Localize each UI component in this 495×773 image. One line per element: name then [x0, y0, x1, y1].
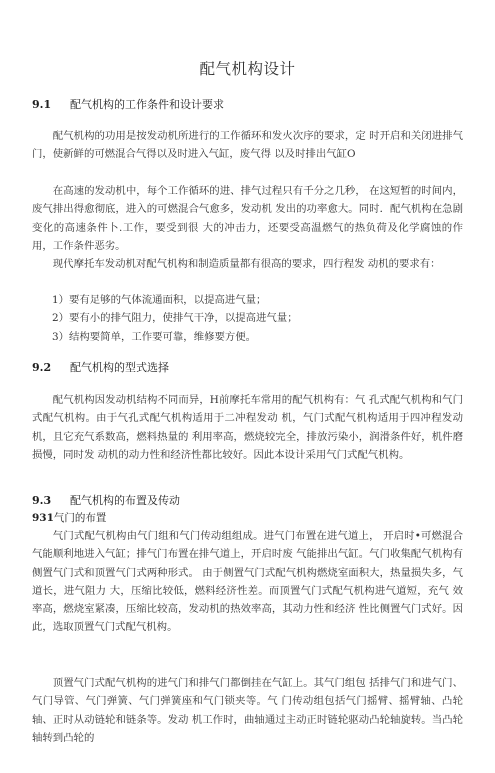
paragraph: 在高速的发动机中，每个工作循环的进、排气过程只有千分之几秒， 在这短暂的时间内，废气排出得愈彻底，进入的可燃混合气愈多，发动机 发出的功率愈大。同时．配气机构在急剧变化的高速条件卜.工作，要受到很 大的冲击力，还要受高温燃气的热负荷及化学腐蚀的作用，工作条件恶劣。: [32, 185, 463, 252]
paragraph: 气门式配气机构由气门组和气门传动组组成。进气门布置在进气道上， 开启时•可燃混合气能顺利地进入气缸；排气门布置在排气道上，开启时废 气能排出气缸。气门收集配气机构有侧置气门式和顶置气门式两种形式。 由于侧置气门式配气机构燃烧室面积大，热量损失多，气道长，进气阻力 大，压缩比较低，燃料经济性差。而顶置气门式配气机构进气道短，充气 效率高，燃烧室紧凑，压缩比较高，发动机的热效率高，其动力性和经济 性比侧置气门式好。因此，选取顶置气门式配气机构。: [32, 530, 463, 634]
section-title: 配气机构的型式选择: [70, 361, 169, 374]
section-number: 9.1: [32, 98, 52, 111]
section-number: 9.3: [32, 494, 52, 507]
subsection-title: 气门的布置: [53, 512, 107, 524]
section-title: 配气机构的布置及传动: [70, 494, 180, 507]
list-item: 1）要有足够的气体流通面积，以提高进气量；: [52, 294, 267, 306]
paragraph: 现代摩托车发动机对配气机构和制造质量都有很高的要求，四行程发 动机的要求有：: [52, 258, 441, 270]
subsection-heading-9-3-1: [32, 510, 106, 525]
list-item: 3）结构要简单，工作要可靠，维修要方便。: [52, 330, 257, 343]
section-heading-9-2: [32, 359, 169, 375]
subsection-number: 931: [32, 512, 54, 524]
section-heading-9-3: [32, 492, 180, 508]
section-title: 配气机构的工作条件和设计要求: [70, 98, 224, 111]
paragraph: 配气机构的功用是按发动机所进行的工作循环和发火次序的要求，定 时开启和关闭进排气门，使新鲜的可燃混合气得以及时进入气缸，废气得 以及时排出气缸O: [32, 130, 463, 161]
document-title: 配气机构设计: [199, 60, 296, 78]
paragraph: 顶置气门式配气机构的进气门和排气门都倒挂在气缸上。其气门组包 括排气门和进气门、气门导管、气门弹簧、气门弹簧座和气门锁夹等。气 门传动组包括气门摇臂、摇臂轴、凸轮轴、正时从动链轮和链条等。发动 机工作时，曲轴通过主动正时链轮驱动凸轮轴旋转。当凸轮轴转到凸轮的: [32, 677, 463, 744]
paragraph: 配气机构因发动机结构不同而异，H前摩托车常用的配气机构有：气 孔式配气机构和气门式配气机构。由于气孔式配气机构适用于二冲程发动 机，气门式配气机构适用于四冲程发动机，且它充气系数高，燃料热量的 利用率高，燃烧较完全，排放污染小，润滑条件好，机件磨损慢，同时发 动机的动力性和经济性都比较好。因此本设计采用气门式配气机构。: [32, 394, 463, 461]
list-item: 2）要有小的排气阻力，使排气干净，以提高进气量；: [52, 312, 298, 325]
section-number: 9.2: [32, 361, 52, 374]
section-heading-9-1: [32, 96, 224, 112]
requirements-list: [32, 291, 463, 346]
